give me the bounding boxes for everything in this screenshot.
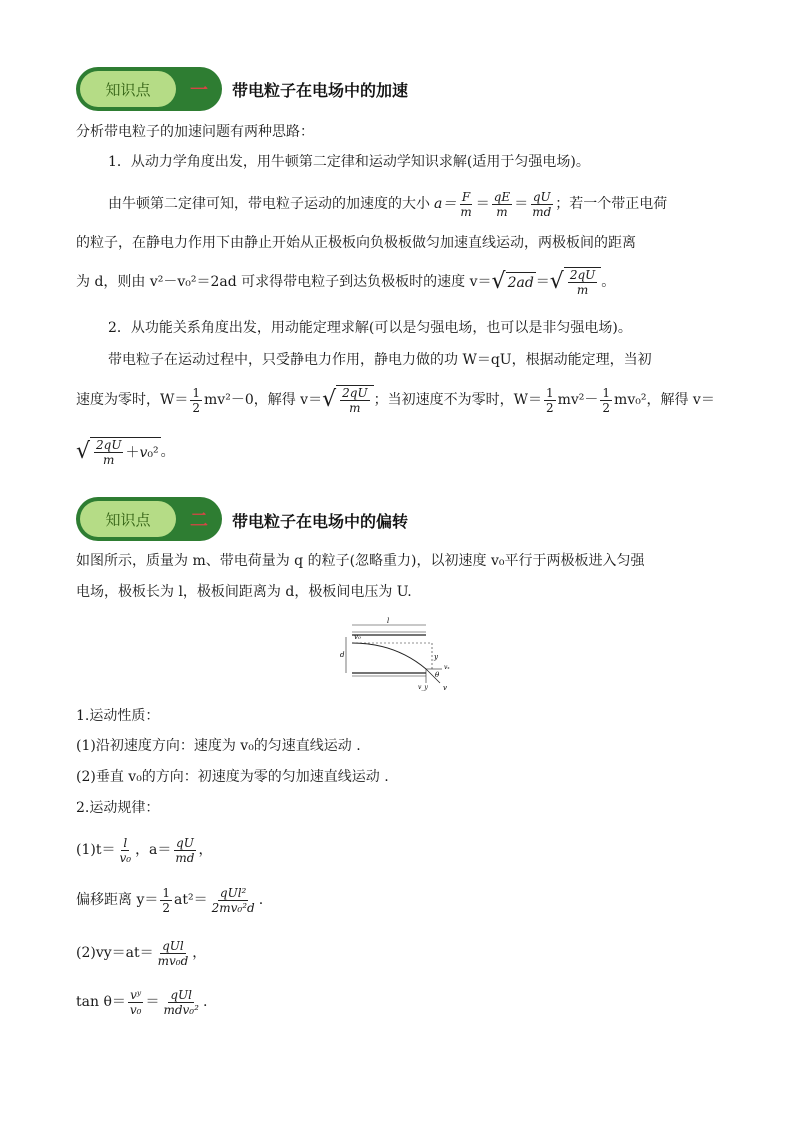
label-vy: v_y <box>418 684 428 691</box>
text: 速度为零时，W＝ <box>76 392 189 408</box>
text: 。 <box>160 444 175 460</box>
paragraph-result: √ $\frac{2qU}{m}$ ＋ v ₀² 。 <box>76 438 175 467</box>
text: (2)vy＝at＝ <box>76 945 154 961</box>
text: 为 d，则由 v²－v₀²＝2ad 可求得带电粒子到达负极板时的速度 v＝ <box>76 274 492 290</box>
text: . <box>258 892 264 908</box>
deflection-diagram <box>340 617 458 693</box>
text: at²＝ <box>174 892 208 908</box>
text: ， <box>192 945 207 961</box>
label-v0: v₀ <box>354 633 361 641</box>
section-badge-2 <box>76 497 222 541</box>
text: mv₀²，解得 v＝ <box>614 392 715 408</box>
section-badge-1 <box>76 67 222 111</box>
sqrt-formula: √ 2ad <box>491 269 534 294</box>
text: mv²－0，解得 v＝ <box>204 392 323 408</box>
paragraph: 带电粒子在运动过程中，只受静电力作用，静电力做的功 W＝qU，根据动能定理，当初 <box>108 352 652 368</box>
text: 偏移距离 y＝ <box>76 892 159 908</box>
section-title-2: 带电粒子在电场中的偏转 <box>232 512 409 531</box>
text: ， <box>198 842 213 858</box>
label-y: y <box>434 653 438 661</box>
paragraph: 电场，极板长为 l，极板间距离为 d，极板间电压为 U. <box>76 584 412 600</box>
paragraph: (2)垂直 v₀的方向：初速度为零的匀加速直线运动 . <box>76 769 389 785</box>
section-title-1: 带电粒子在电场中的加速 <box>232 81 409 100</box>
equation-tan: tan θ＝ $\frac{\text{vʸ}}{\text{v₀}}$ ＝ $\frac{\text{qUl}}{\text{mdv₀²}}$ . <box>76 987 208 1017</box>
paragraph-velocity: 为 d，则由 v²－v₀²＝2ad 可求得带电粒子到达负极板时的速度 v＝ √ 2ad ＝ √ $\frac{2qU}{m}$ 。 <box>76 268 616 297</box>
text: tan θ＝ <box>76 994 126 1010</box>
equation-vy: (2)vy＝at＝ $\frac{\text{qUl}}{\text{mv₀d}}$ ， <box>76 938 207 968</box>
text: 。 <box>601 274 616 290</box>
heading-motion-nature: 1.运动性质： <box>76 708 160 724</box>
badge-label: 知识点 <box>80 71 176 107</box>
paragraph: (1)沿初速度方向：速度为 v₀的匀速直线运动 . <box>76 738 361 754</box>
label-d: d <box>340 651 345 659</box>
label-theta: θ <box>435 671 440 679</box>
text: ；当初速度不为零时，W＝ <box>373 392 542 408</box>
text: ；若一个带正电荷 <box>555 196 668 212</box>
label-l: l <box>387 617 390 625</box>
text: 由牛顿第二定律可知，带电粒子运动的加速度的大小 <box>108 196 430 212</box>
paragraph: 如图所示，质量为 m、带电荷量为 q 的粒子(忽略重力)，以初速度 v₀平行于两极板进入匀强 <box>76 553 645 569</box>
text: ＝ <box>145 994 160 1010</box>
paragraph: 的粒子，在静电力作用下由静止开始从正极板向负极板做匀加速直线运动，两极板间的距离 <box>76 235 636 251</box>
equation-offset: 偏移距离 y＝ $\frac{1}{2}$ at²＝ $\frac{\text{qUl²}}{\text{2mv₀²d}}$ . <box>76 885 264 915</box>
formula-fraction: $\frac{F}{m}$ <box>460 189 472 219</box>
paragraph-energy: 速度为零时，W＝ $\frac{1}{2}$ mv²－0，解得 v＝ √ $\frac{2qU}{m}$ ；当初速度不为零时，W＝ $\frac{1}{2}$ mv²－ $\frac{1}{2}$ mv₀²，解得 v＝ <box>76 385 715 415</box>
paragraph-accel: 由牛顿第二定律可知，带电粒子运动的加速度的大小 a＝ $\frac{F}{m}$ ＝ $\frac{qE}{m}$ ＝ $\frac{qU}{md}$ ；若一个带正电荷 <box>108 189 668 219</box>
equation-t-a: (1)t＝ $\frac{l}{\text{v₀}}$ ，a＝ $\frac{qU}{md}$ ， <box>76 835 213 865</box>
intro-text: 分析带电粒子的加速问题有两种思路： <box>76 124 314 140</box>
badge-number: 二 <box>190 510 208 531</box>
text: (1)t＝ <box>76 842 116 858</box>
formula-fraction: $\frac{qU}{md}$ <box>532 189 552 219</box>
text: . <box>202 994 208 1010</box>
heading-motion-law: 2.运动规律： <box>76 800 160 816</box>
label-vx: vₓ <box>444 664 450 671</box>
formula-fraction: $\frac{qE}{m}$ <box>493 189 511 219</box>
badge-number: 一 <box>190 80 208 101</box>
sqrt-formula: √ $\frac{2qU}{m}$ <box>550 267 601 297</box>
text: ，a＝ <box>135 842 172 858</box>
text: mv²－ <box>557 392 599 408</box>
paragraph: 2．从功能关系角度出发，用动能定理求解(可以是匀强电场，也可以是非匀强电场)。 <box>108 320 632 336</box>
badge-label: 知识点 <box>80 501 176 537</box>
label-v: v <box>443 684 447 692</box>
paragraph: 1．从动力学角度出发，用牛顿第二定律和运动学知识求解(适用于匀强电场)。 <box>108 154 590 170</box>
